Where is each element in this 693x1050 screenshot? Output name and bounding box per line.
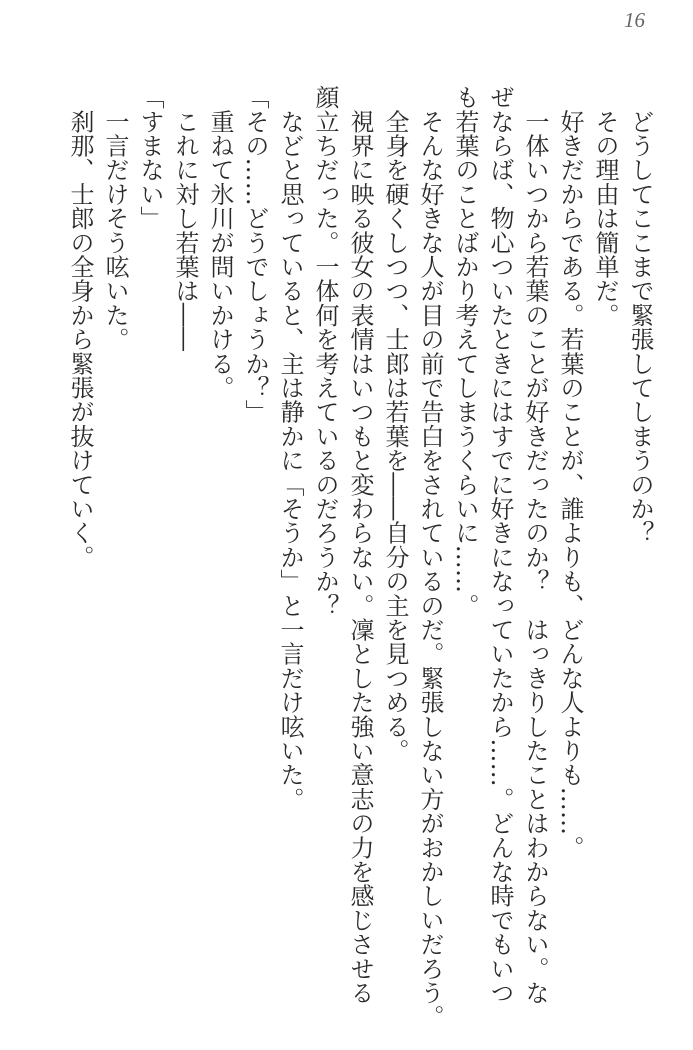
page-number: 16 (624, 8, 645, 32)
text-line: 一言だけそう呟いた。 (101, 85, 129, 352)
vertical-text-body (62, 85, 657, 1035)
text-line: 視界に映る彼女の表情はいつもと変わらない。凜とした強い意志の力を感じさせる (346, 85, 374, 1005)
dialogue-line: 「その……どうでしょうか？」 (241, 85, 269, 424)
text-line: これに対し若葉は―― (171, 85, 199, 352)
text-line: 一体いつから若葉のことが好きだったのか？ はっきりしたことはわからない。な (521, 85, 549, 1005)
text-line: そんな好きな人が目の前で告白をされているのだ。緊張しない方がおかしいだろう。 (416, 85, 444, 1029)
text-line: 好きだからである。若葉のことが、誰よりも、どんな人よりも……。 (556, 85, 584, 860)
text-line: ぜならば、物心ついたときにはすでに好きになっていたから……。どんな時でもいつ (486, 85, 514, 1005)
text-line: も若葉のことばかり考えてしまうくらいに……。 (451, 85, 479, 618)
text-line: どうしてここまで緊張してしまうのか？ (626, 85, 654, 545)
text-line: 重ねて氷川が問いかける。 (206, 85, 234, 400)
text-line: 刹那、士郎の全身から緊張が抜けていく。 (66, 85, 94, 569)
text-line: 顔立ちだった。一体何を考えているのだろうか？ (311, 85, 339, 618)
text-line: 全身を硬くしつつ、士郎は若葉を――自分の主を見つめる。 (381, 85, 409, 763)
dialogue-line: 「すまない」 (136, 85, 164, 231)
text-line: その理由は簡単だ。 (591, 85, 619, 327)
text-line: などと思っていると、主は静かに「そうか」と一言だけ呟いた。 (276, 85, 304, 811)
